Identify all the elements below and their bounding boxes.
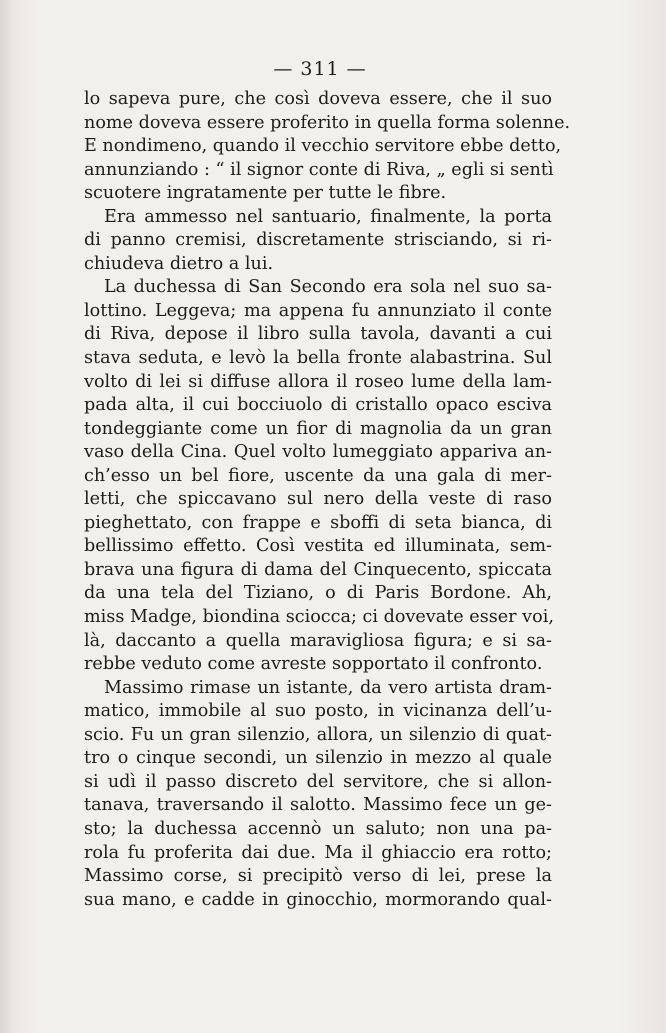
- text-line: di panno cremisi, discretamente strisciando, si ri-: [84, 230, 552, 251]
- text-line: brava una figura di dama del Cinquecento, spiccata: [84, 559, 552, 580]
- text-line: di Riva, depose il libro sulla tavola, davanti a cui: [84, 324, 552, 345]
- text-line: rebbe veduto come avreste sopportato il confronto.: [84, 654, 543, 675]
- text-line: scio. Fu un gran silenzio, allora, un silenzio di quat-: [84, 724, 552, 745]
- text-line: volto di lei si diffuse allora il roseo lume della lam-: [84, 371, 552, 392]
- text-line: si udì il passo discreto del servitore, che si allon-: [84, 771, 552, 792]
- text-line: sto; la duchessa accennò un saluto; non una pa-: [84, 818, 552, 839]
- text-line: Massimo corse, si precipitò verso di lei, prese la: [84, 866, 552, 887]
- text-line: miss Madge, biondina sciocca; ci dovevate esser voi,: [84, 607, 554, 628]
- text-line: stava seduta, e levò la bella fronte alabastrina. Sul: [84, 348, 552, 369]
- page-number: — 311 —: [273, 58, 367, 80]
- text-line: tanava, traversando il salotto. Massimo fece un ge-: [84, 795, 552, 816]
- text-line: annunziando : “ il signor conte di Riva, „ egli si sentì: [84, 159, 554, 180]
- text-line: Massimo rimase un istante, da vero artista dram-: [104, 677, 552, 698]
- text-line: bellissimo effetto. Così vestita ed illuminata, sem-: [84, 536, 552, 557]
- text-line: là, daccanto a quella maravigliosa figura; e si sa-: [84, 630, 552, 651]
- text-line: La duchessa di San Secondo era sola nel suo sa-: [104, 277, 552, 298]
- text-line: pieghettato, con frappe e sboffi di seta bianca, di: [84, 512, 552, 533]
- text-line: da una tela del Tiziano, o di Paris Bordone. Ah,: [84, 583, 552, 604]
- text-line: Era ammesso nel santuario, finalmente, la porta: [104, 206, 552, 227]
- text-line: tro o cinque secondi, un silenzio in mezzo al quale: [84, 748, 552, 769]
- text-line: chiudeva dietro a lui.: [84, 253, 274, 274]
- text-line: sua mano, e cadde in ginocchio, mormorando qual-: [84, 889, 552, 910]
- text-line: E nondimeno, quando il vecchio servitore ebbe detto,: [84, 136, 562, 157]
- text-line: ch’esso un bel fiore, uscente da una gala di mer-: [84, 465, 552, 486]
- body-text: [84, 88, 571, 912]
- text-line: nome doveva essere proferito in quella forma solenne.: [84, 112, 571, 133]
- text-line: rola fu proferita dai due. Ma il ghiaccio era rotto;: [84, 842, 552, 863]
- text-line: scuotere ingratamente per tutte le fibre.: [84, 183, 447, 204]
- text-line: pada alta, il cui bocciuolo di cristallo opaco esciva: [84, 395, 552, 416]
- text-line: letti, che spiccavano sul nero della veste di raso: [84, 489, 552, 510]
- text-line: vaso della Cina. Quel volto lumeggiato appariva an-: [84, 442, 552, 463]
- text-line: tondeggiante come un fior di magnolia da un gran: [84, 418, 552, 439]
- text-line: lottino. Leggeva; ma appena fu annunziato il conte: [84, 300, 552, 321]
- text-line: matico, immobile al suo posto, in vicinanza dell’u-: [84, 701, 552, 722]
- text-line: lo sapeva pure, che così doveva essere, che il suo: [84, 89, 552, 109]
